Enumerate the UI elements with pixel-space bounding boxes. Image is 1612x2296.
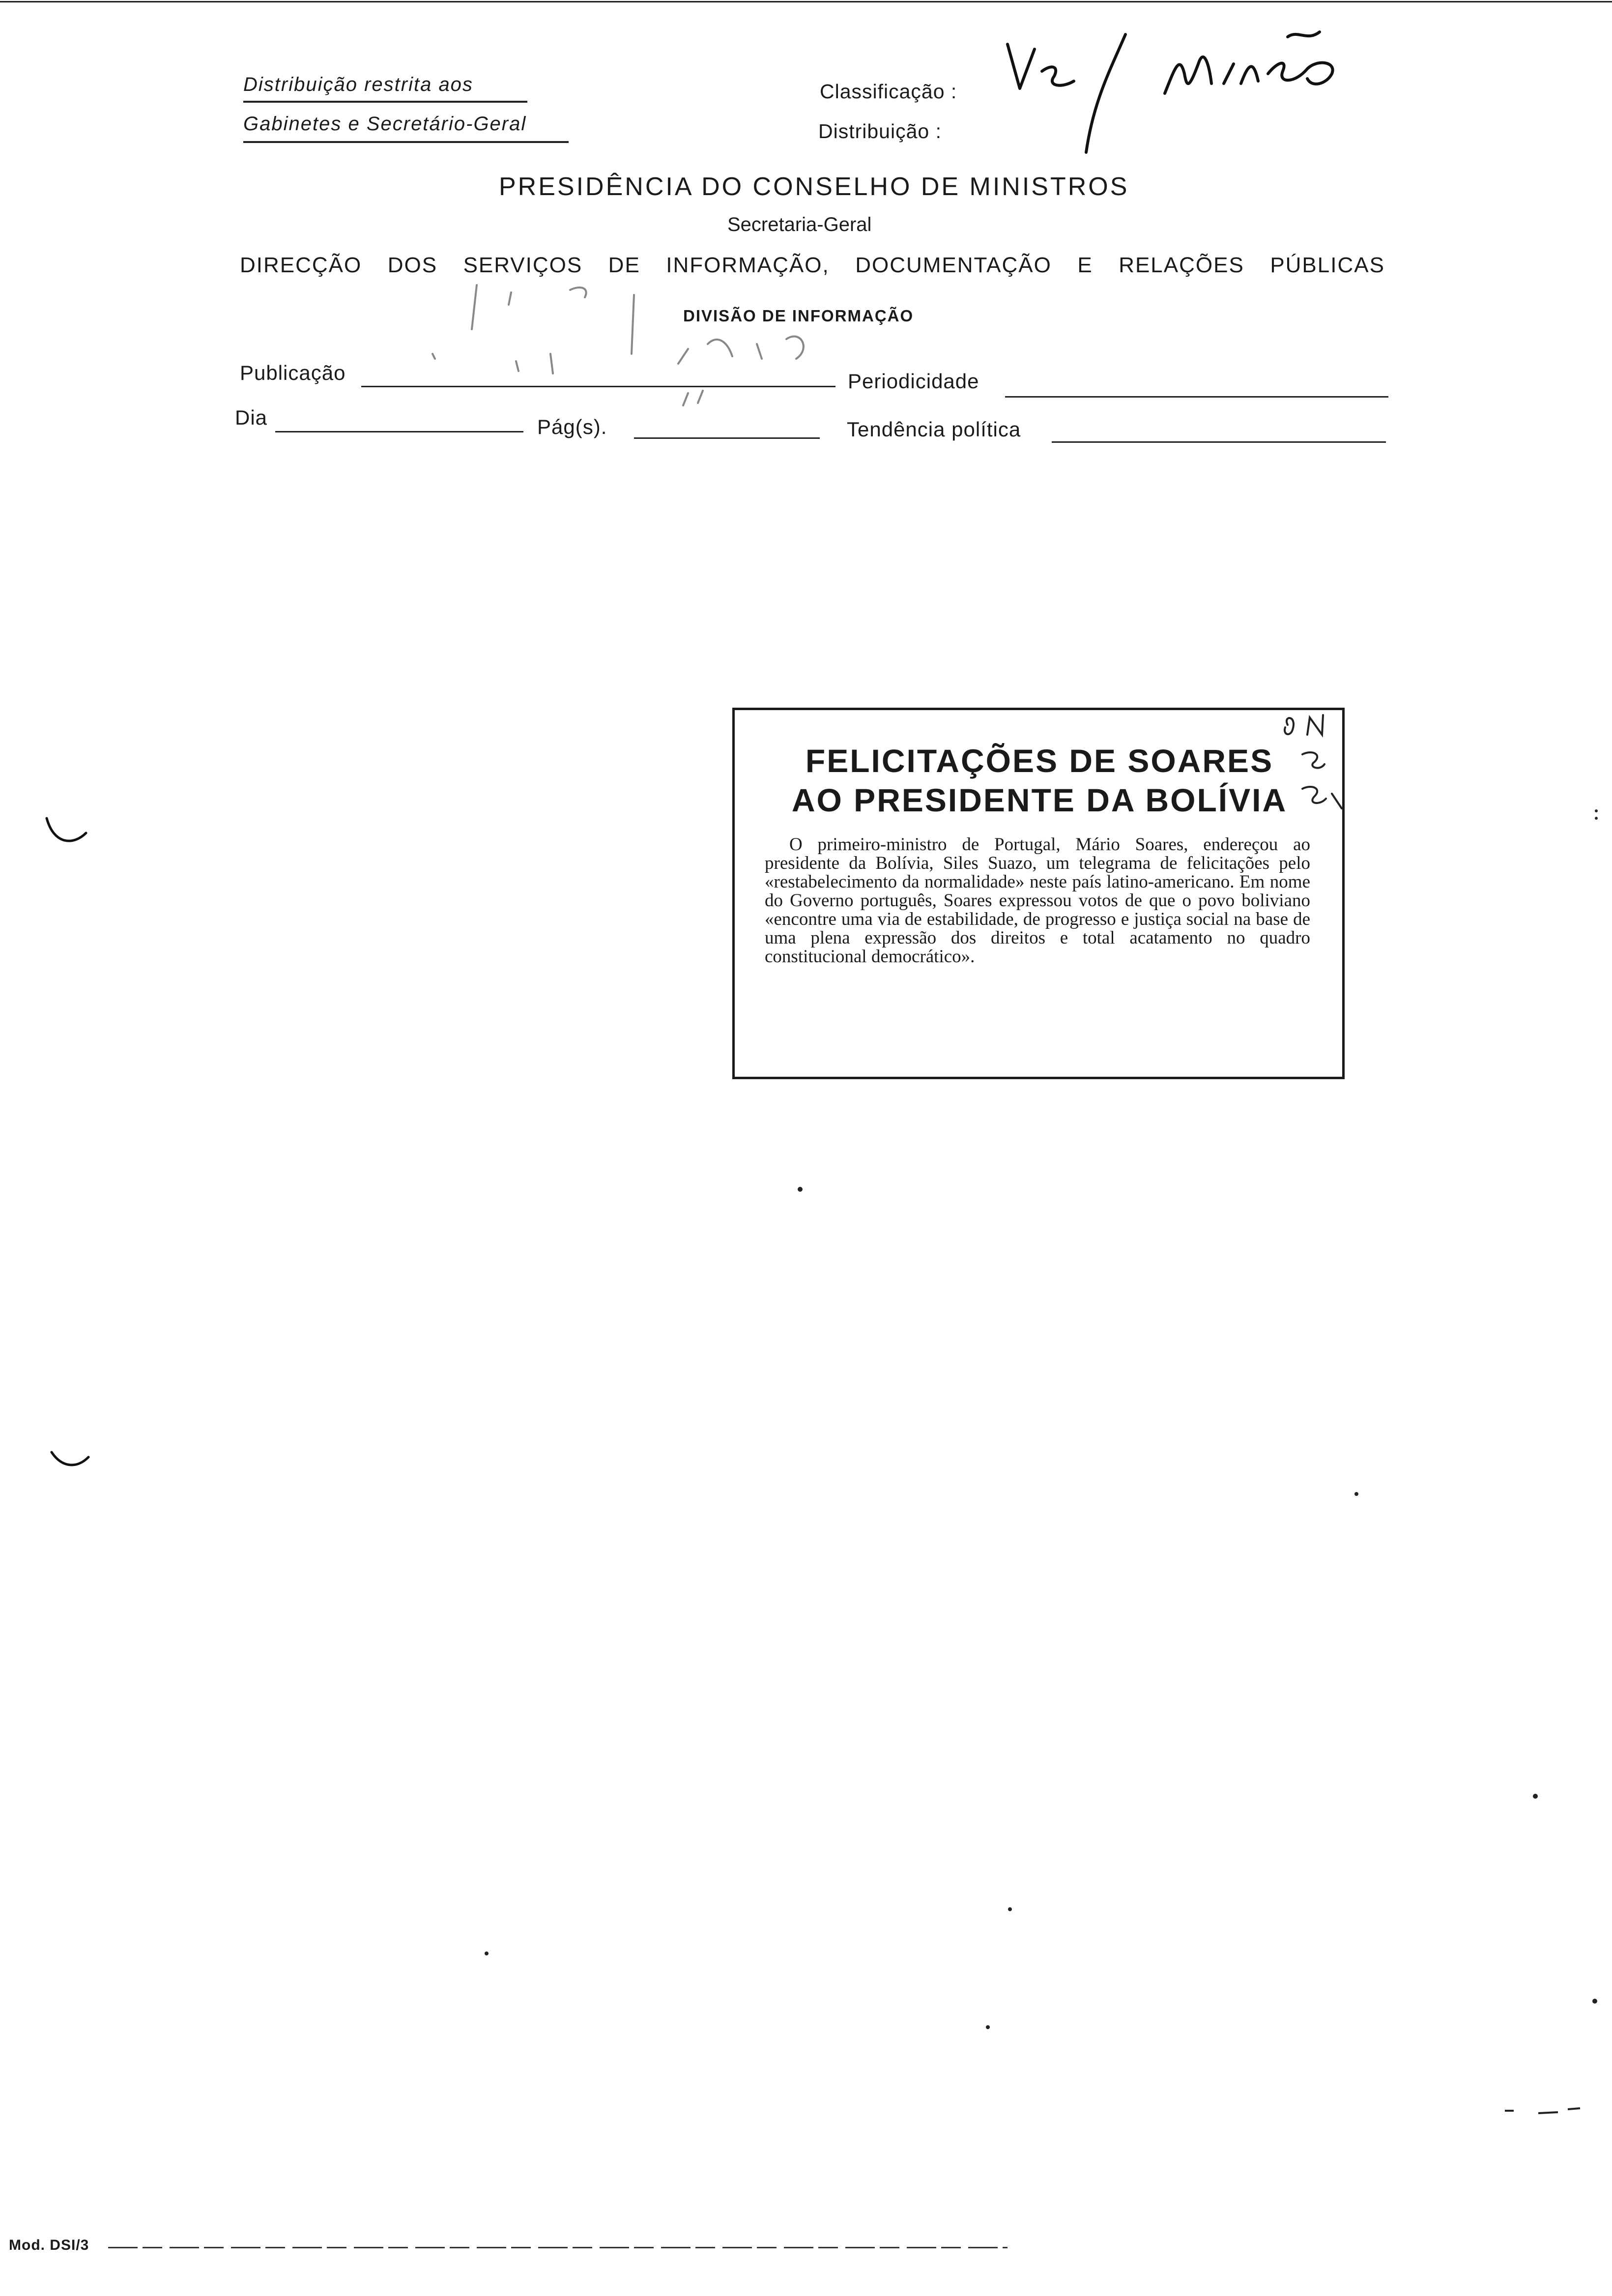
direction-word: PÚBLICAS bbox=[1270, 253, 1385, 277]
clipping-headline-line1: FELICITAÇÕES DE SOARES bbox=[805, 743, 1274, 779]
publicacao-label: Publicação bbox=[240, 361, 346, 384]
direction-word: DE bbox=[608, 253, 640, 277]
dia-label: Dia bbox=[235, 406, 268, 429]
distribuicao-label: Distribuição : bbox=[818, 120, 942, 143]
distribution-note-line2: Gabinetes e Secretário-Geral bbox=[243, 113, 527, 135]
classificacao-label: Classificação : bbox=[820, 80, 957, 103]
direction-word: E bbox=[1077, 253, 1093, 277]
distribution-note-line1: Distribuição restrita aos bbox=[243, 74, 473, 95]
direction-word: DIRECÇÃO bbox=[240, 253, 362, 277]
pags-label: Pág(s). bbox=[537, 415, 607, 438]
footer-dashed-line bbox=[108, 2247, 1008, 2248]
secretariat-subtitle: Secretaria-Geral bbox=[727, 214, 872, 235]
direction-word: RELAÇÕES bbox=[1119, 253, 1244, 277]
clipping-body-text: O primeiro-ministro de Portugal, Mário Soares, endereçou ao presidente da Bolívia, Siles Suazo, um telegrama de felicitações pelo «restabelecimento da normalidade» neste país latino-americano. Em nome do Governo português, Soares expressou votos de que o povo boliviano «encontre uma via de estabilidade, de progresso e justiça social na base de uma plena expressão dos direitos e total acatamento no quadro constitucional democrático». bbox=[765, 834, 1310, 967]
form-model-number: Mod. DSI/3 bbox=[9, 2237, 89, 2253]
direction-word: INFORMAÇÃO, bbox=[666, 253, 830, 277]
periodicidade-label: Periodicidade bbox=[848, 370, 979, 393]
direction-word: DOS bbox=[387, 253, 438, 277]
tendencia-label: Tendência política bbox=[847, 418, 1021, 441]
division-label: DIVISÃO DE INFORMAÇÃO bbox=[683, 307, 914, 325]
direction-word: DOCUMENTAÇÃO bbox=[855, 253, 1052, 277]
direction-word: SERVIÇOS bbox=[463, 253, 583, 277]
ministry-title: PRESIDÊNCIA DO CONSELHO DE MINISTROS bbox=[499, 172, 1129, 201]
clipping-headline-line2: AO PRESIDENTE DA BOLÍVIA bbox=[791, 782, 1288, 818]
